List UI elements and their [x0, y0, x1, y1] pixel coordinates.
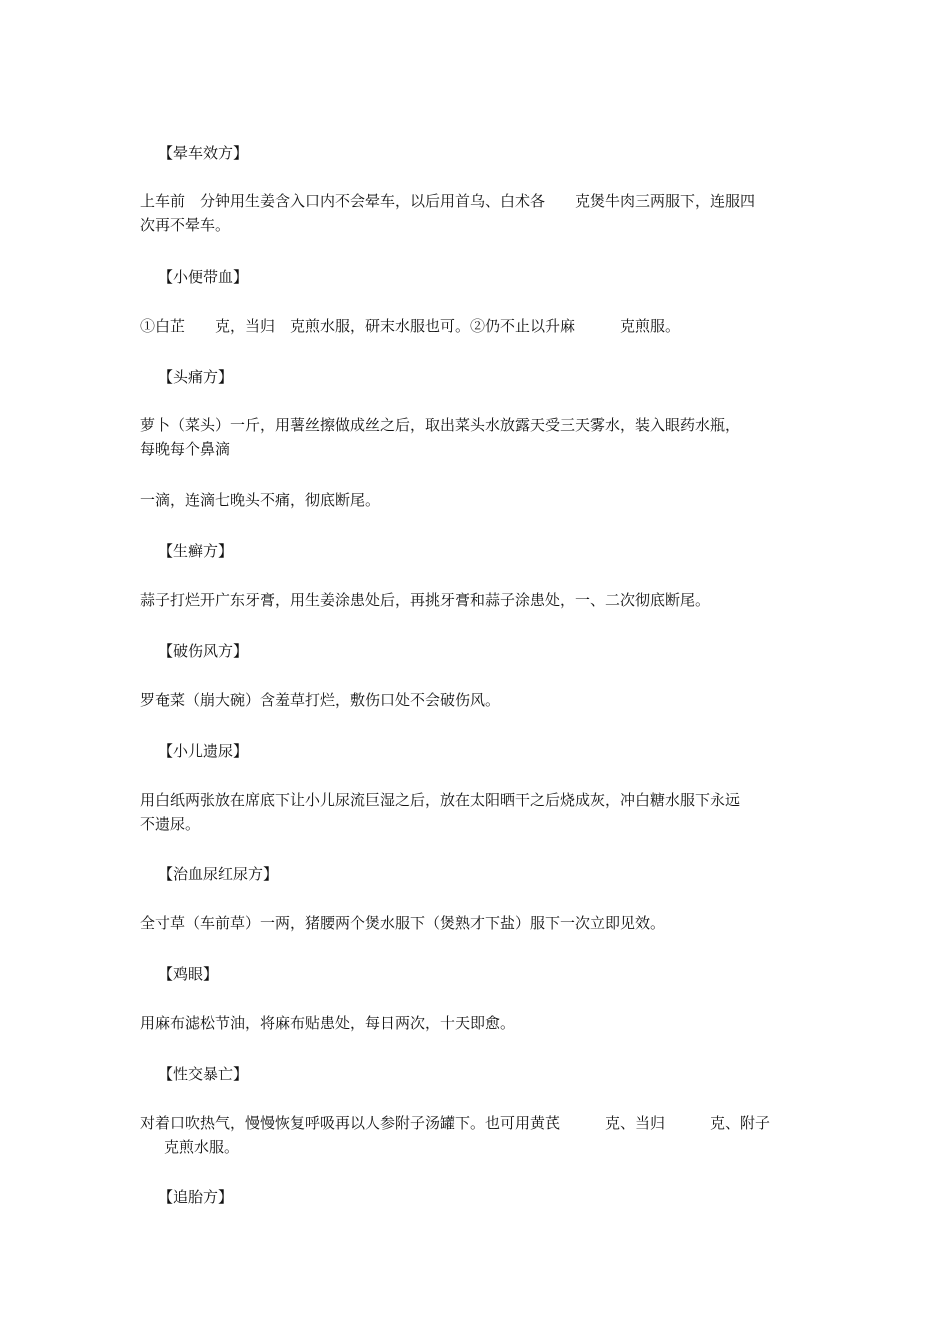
section-paragraph [140, 314, 820, 338]
section-heading: 【鸡眼】 [158, 965, 219, 983]
section-heading: 【治血尿红尿方】 [158, 865, 279, 883]
paragraph-line: 上车前 分钟用生姜含入口内不会晕车，以后用首乌、白术各 克煲牛肉三两服下，连服四 [140, 192, 756, 210]
section-paragraph [140, 588, 820, 612]
paragraph-line: 一滴，连滴七晚头不痛，彻底断尾。 [140, 491, 381, 509]
section-heading: 【晕车效方】 [158, 144, 249, 162]
section-paragraph [140, 688, 820, 712]
section-paragraph [140, 788, 820, 836]
section-heading: 【头痛方】 [158, 368, 234, 386]
section-heading: 【破伤风方】 [158, 642, 249, 660]
paragraph-line: 用白纸两张放在席底下让小儿尿流巨湿之后，放在太阳晒干之后烧成灰，冲白糖水服下永远 [140, 791, 741, 809]
section-heading: 【性交暴亡】 [158, 1065, 249, 1083]
paragraph-line: ①白芷 克，当归 克煎水服，研末水服也可。②仍不止以升麻 克煎服。 [140, 317, 681, 335]
paragraph-line: 次再不晕车。 [140, 216, 231, 234]
paragraph-line: 萝卜（菜头）一斤，用薯丝擦做成丝之后，取出菜头水放露天受三天雾水，装入眼药水瓶， [140, 416, 741, 434]
paragraph-line: 对着口吹热气，慢慢恢复呼吸再以人参附子汤罐下。也可用黄芪 克、当归 克、附子 [140, 1114, 771, 1132]
section-paragraph [140, 1011, 820, 1035]
paragraph-line: 克煎水服。 [164, 1138, 240, 1156]
section-heading: 【追胎方】 [158, 1188, 234, 1206]
paragraph-line: 不遗尿。 [140, 815, 201, 833]
section-paragraph [140, 911, 820, 935]
paragraph-line: 全寸草（车前草）一两，猪腰两个煲水服下（煲熟才下盐）服下一次立即见效。 [140, 914, 666, 932]
paragraph-line: 用麻布滤松节油，将麻布贴患处，每日两次，十天即愈。 [140, 1014, 516, 1032]
section-paragraph [140, 189, 820, 237]
section-heading: 【小便带血】 [158, 268, 249, 286]
section-paragraph [140, 413, 820, 461]
paragraph-line: 罗奄菜（崩大碗）含羞草打烂，敷伤口处不会破伤风。 [140, 691, 501, 709]
section-heading: 【小儿遗尿】 [158, 742, 249, 760]
section-heading: 【生癣方】 [158, 542, 234, 560]
paragraph-line: 每晚每个鼻滴 [140, 440, 231, 458]
section-paragraph [140, 1111, 820, 1159]
paragraph-line: 蒜子打烂开广东牙膏，用生姜涂患处后，再挑牙膏和蒜子涂患处，一、二次彻底断尾。 [140, 591, 711, 609]
section-paragraph [140, 488, 820, 512]
